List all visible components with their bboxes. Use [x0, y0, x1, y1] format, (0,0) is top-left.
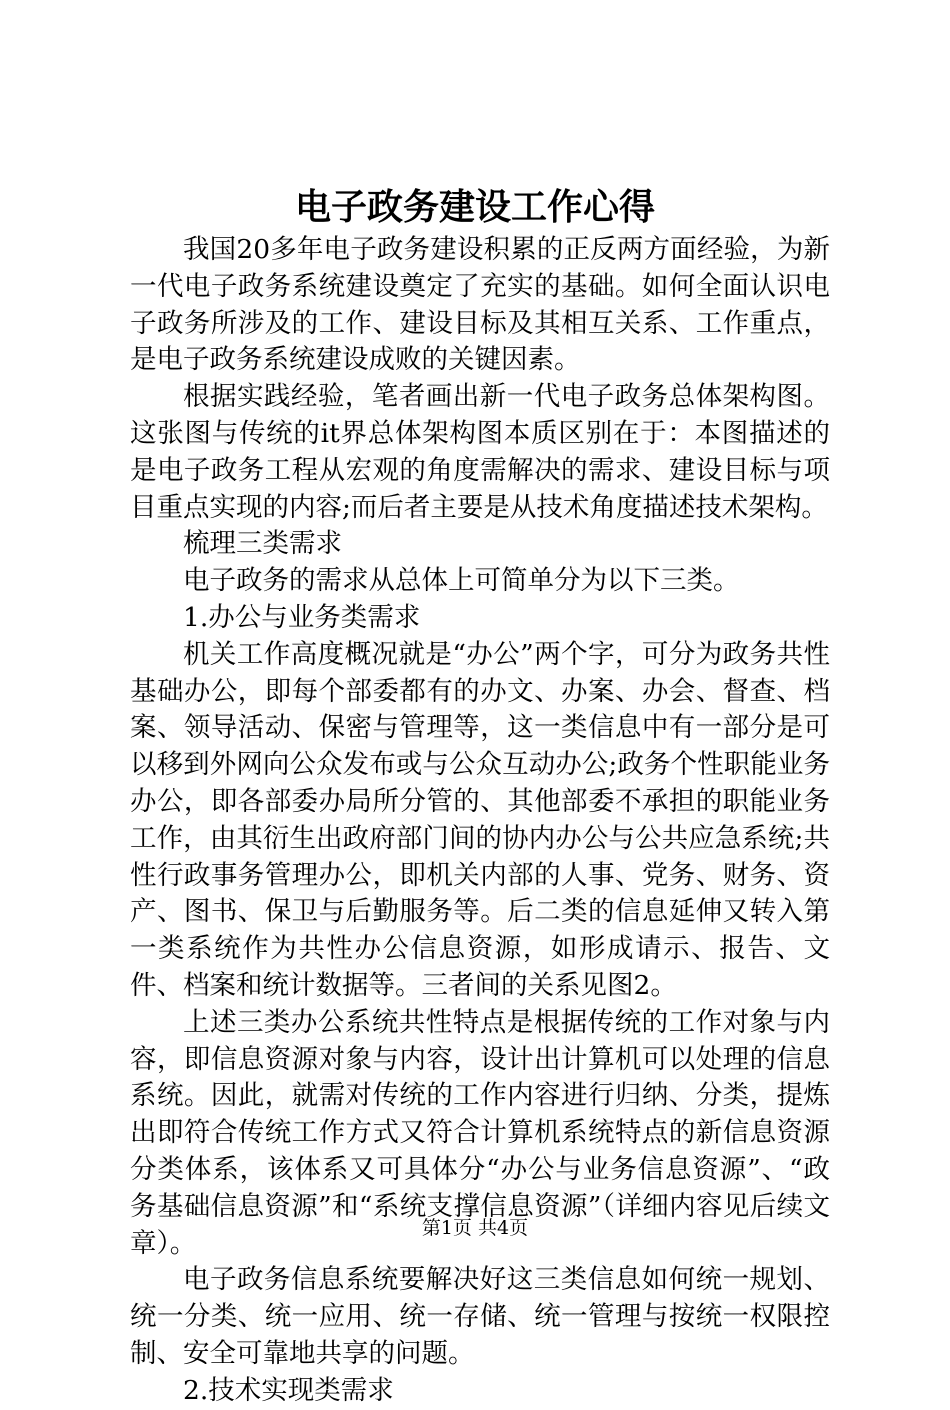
- document-title: 电子政务建设工作心得: [294, 187, 655, 228]
- paragraph-architecture: 根据实践经验，笔者画出新一代电子政务总体架构图。这张图与传统的it界总体架构图本质区别在于：本图描述的是电子政务工程从宏观的角度需解决的需求、建设目标与项目重点实现的内容;而后者主要是从技术角度描述技术架构。: [130, 381, 830, 523]
- paragraph-office-work: 机关工作高度概况就是“办公”两个字，可分为政务共性基础办公，即每个部委都有的办文、办案、办会、督查、档案、领导活动、保密与管理等，这一类信息中有一部分是可以移到外网向公众发布或与公众互动办公;政务个性职能业务办公，即各部委办局所分管的、其他部委不承担的职能业务工作，由其衍生出政府部门间的协内办公与公共应急系统;共性行政事务管理办公，即机关内部的人事、党务、财务、资产、图书、保卫与后勤服务等。后二类的信息延伸又转入第一类系统作为共性办公信息资源，如形成请示、报告、文件、档案和统计数据等。三者间的关系见图2。: [130, 638, 830, 1001]
- paragraph-three-categories: 电子政务的需求从总体上可简单分为以下三类。: [183, 565, 740, 597]
- subheading-office-business: 1.办公与业务类需求: [183, 601, 421, 633]
- paragraph-intro: 我国20多年电子政务建设积累的正反两方面经验，为新一代电子政务系统建设奠定了充实的基础。如何全面认识电子政务所涉及的工作、建设目标及其相互关系、工作重点，是电子政务系统建设成败的关键因素。: [130, 234, 830, 376]
- paragraph-common-features: 上述三类办公系统共性特点是根据传统的工作对象与内容，即信息资源对象与内容，设计出计算机可以处理的信息系统。因此，就需对传统的工作内容进行归纳、分类，提炼出即符合传统工作方式又符合计算机系统特点的新信息资源分类体系，该体系又可具体分“办公与业务信息资源”、“政务基础信息资源”和“系统支撑信息资源”（详细内容见后续文章）。: [130, 1006, 830, 1259]
- paragraph-system-goals: 电子政务信息系统要解决好这三类信息如何统一规划、统一分类、统一应用、统一存储、统一管理与按统一权限控制、安全可靠地共享的问题。: [130, 1264, 830, 1369]
- page-footer: 第1页 共4页: [421, 1217, 529, 1239]
- section-heading-requirements: 梳理三类需求: [183, 528, 342, 560]
- subheading-technical: 2.技术实现类需求: [183, 1374, 394, 1406]
